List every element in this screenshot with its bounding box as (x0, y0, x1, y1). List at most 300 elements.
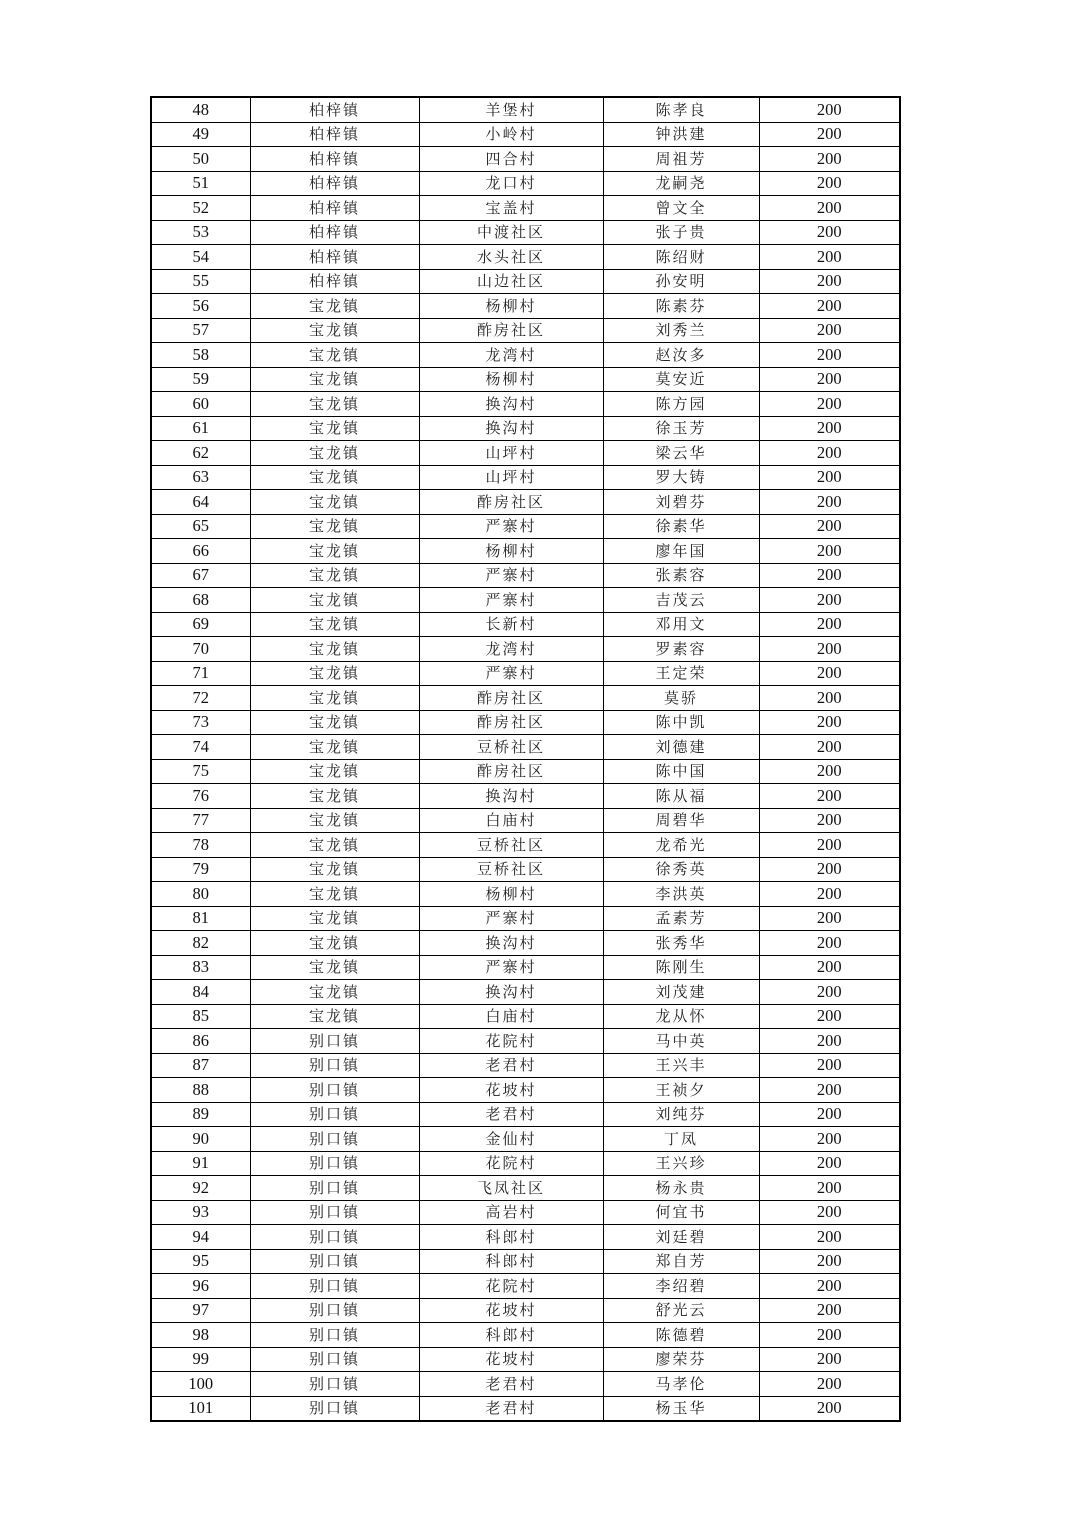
table-row (151, 147, 900, 172)
town-cell: 柏梓镇 (250, 122, 419, 147)
person-name-cell: 刘碧芬 (603, 490, 759, 515)
row-number-cell: 99 (151, 1347, 250, 1372)
amount-cell: 200 (759, 735, 900, 760)
village-cell: 杨柳村 (419, 367, 603, 392)
town-cell: 别口镇 (250, 1078, 419, 1103)
amount-cell: 200 (759, 906, 900, 931)
amount-cell: 200 (759, 588, 900, 613)
village-cell: 中渡社区 (419, 220, 603, 245)
row-number-cell: 62 (151, 441, 250, 466)
amount-cell: 200 (759, 1274, 900, 1299)
amount-cell: 200 (759, 490, 900, 515)
village-cell: 杨柳村 (419, 539, 603, 564)
person-name-cell: 李洪英 (603, 882, 759, 907)
row-number-cell: 83 (151, 955, 250, 980)
amount-cell: 200 (759, 1249, 900, 1274)
row-number-cell: 92 (151, 1176, 250, 1201)
table-row (151, 122, 900, 147)
town-cell: 柏梓镇 (250, 147, 419, 172)
row-number-cell: 61 (151, 416, 250, 441)
person-name-cell: 舒光云 (603, 1298, 759, 1323)
row-number-cell: 85 (151, 1004, 250, 1029)
row-number-cell: 49 (151, 122, 250, 147)
table-row (151, 882, 900, 907)
village-cell: 飞凤社区 (419, 1176, 603, 1201)
person-name-cell: 王祯夕 (603, 1078, 759, 1103)
table-row (151, 1372, 900, 1397)
town-cell: 宝龙镇 (250, 833, 419, 858)
village-cell: 豆桥社区 (419, 735, 603, 760)
person-name-cell: 邓用文 (603, 612, 759, 637)
person-name-cell: 丁凤 (603, 1127, 759, 1152)
person-name-cell: 杨玉华 (603, 1396, 759, 1421)
row-number-cell: 72 (151, 686, 250, 711)
person-name-cell: 廖年国 (603, 539, 759, 564)
town-cell: 别口镇 (250, 1225, 419, 1250)
person-name-cell: 莫骄 (603, 686, 759, 711)
table-row (151, 220, 900, 245)
person-name-cell: 刘秀兰 (603, 318, 759, 343)
town-cell: 宝龙镇 (250, 906, 419, 931)
person-name-cell: 廖荣芬 (603, 1347, 759, 1372)
row-number-cell: 90 (151, 1127, 250, 1152)
town-cell: 宝龙镇 (250, 931, 419, 956)
amount-cell: 200 (759, 1078, 900, 1103)
person-name-cell: 赵汝多 (603, 343, 759, 368)
table-row (151, 245, 900, 270)
person-name-cell: 陈中凯 (603, 710, 759, 735)
row-number-cell: 77 (151, 808, 250, 833)
table-row (151, 710, 900, 735)
town-cell: 别口镇 (250, 1200, 419, 1225)
village-cell: 豆桥社区 (419, 833, 603, 858)
row-number-cell: 76 (151, 784, 250, 809)
row-number-cell: 67 (151, 563, 250, 588)
town-cell: 别口镇 (250, 1102, 419, 1127)
village-cell: 科郎村 (419, 1225, 603, 1250)
town-cell: 柏梓镇 (250, 196, 419, 221)
town-cell: 宝龙镇 (250, 465, 419, 490)
table-row (151, 269, 900, 294)
town-cell: 别口镇 (250, 1249, 419, 1274)
town-cell: 宝龙镇 (250, 759, 419, 784)
village-cell: 老君村 (419, 1372, 603, 1397)
person-name-cell: 陈从福 (603, 784, 759, 809)
village-cell: 严寨村 (419, 563, 603, 588)
table-row (151, 1249, 900, 1274)
village-cell: 白庙村 (419, 808, 603, 833)
village-cell: 科郎村 (419, 1249, 603, 1274)
table-row (151, 784, 900, 809)
row-number-cell: 48 (151, 97, 250, 122)
row-number-cell: 82 (151, 931, 250, 956)
village-cell: 严寨村 (419, 906, 603, 931)
village-cell: 花院村 (419, 1029, 603, 1054)
person-name-cell: 杨永贵 (603, 1176, 759, 1201)
row-number-cell: 93 (151, 1200, 250, 1225)
town-cell: 柏梓镇 (250, 220, 419, 245)
town-cell: 别口镇 (250, 1151, 419, 1176)
row-number-cell: 89 (151, 1102, 250, 1127)
village-cell: 山坪村 (419, 441, 603, 466)
village-cell: 杨柳村 (419, 294, 603, 319)
row-number-cell: 74 (151, 735, 250, 760)
town-cell: 别口镇 (250, 1323, 419, 1348)
village-cell: 老君村 (419, 1396, 603, 1421)
village-cell: 四合村 (419, 147, 603, 172)
amount-cell: 200 (759, 1396, 900, 1421)
town-cell: 宝龙镇 (250, 367, 419, 392)
village-cell: 酢房社区 (419, 710, 603, 735)
village-cell: 换沟村 (419, 784, 603, 809)
person-name-cell: 吉茂云 (603, 588, 759, 613)
town-cell: 宝龙镇 (250, 588, 419, 613)
town-cell: 别口镇 (250, 1372, 419, 1397)
amount-cell: 200 (759, 220, 900, 245)
amount-cell: 200 (759, 343, 900, 368)
row-number-cell: 63 (151, 465, 250, 490)
amount-cell: 200 (759, 171, 900, 196)
person-name-cell: 陈绍财 (603, 245, 759, 270)
town-cell: 宝龙镇 (250, 980, 419, 1005)
village-cell: 酢房社区 (419, 490, 603, 515)
amount-cell: 200 (759, 784, 900, 809)
amount-cell: 200 (759, 1053, 900, 1078)
table-row (151, 857, 900, 882)
amount-cell: 200 (759, 686, 900, 711)
amount-cell: 200 (759, 1029, 900, 1054)
amount-cell: 200 (759, 612, 900, 637)
village-cell: 宝盖村 (419, 196, 603, 221)
person-name-cell: 陈方园 (603, 392, 759, 417)
row-number-cell: 84 (151, 980, 250, 1005)
town-cell: 宝龙镇 (250, 955, 419, 980)
amount-cell: 200 (759, 122, 900, 147)
amount-cell: 200 (759, 1127, 900, 1152)
amount-cell: 200 (759, 1298, 900, 1323)
person-name-cell: 刘德建 (603, 735, 759, 760)
amount-cell: 200 (759, 1176, 900, 1201)
amount-cell: 200 (759, 1151, 900, 1176)
row-number-cell: 80 (151, 882, 250, 907)
village-cell: 科郎村 (419, 1323, 603, 1348)
town-cell: 别口镇 (250, 1029, 419, 1054)
roster-table-body (151, 97, 900, 1421)
table-row (151, 392, 900, 417)
person-name-cell: 周祖芳 (603, 147, 759, 172)
row-number-cell: 52 (151, 196, 250, 221)
village-cell: 长新村 (419, 612, 603, 637)
village-cell: 龙口村 (419, 171, 603, 196)
person-name-cell: 王定荣 (603, 661, 759, 686)
row-number-cell: 56 (151, 294, 250, 319)
amount-cell: 200 (759, 196, 900, 221)
amount-cell: 200 (759, 1200, 900, 1225)
amount-cell: 200 (759, 563, 900, 588)
amount-cell: 200 (759, 1323, 900, 1348)
town-cell: 别口镇 (250, 1176, 419, 1201)
person-name-cell: 陈刚生 (603, 955, 759, 980)
village-cell: 花院村 (419, 1151, 603, 1176)
person-name-cell: 王兴珍 (603, 1151, 759, 1176)
row-number-cell: 88 (151, 1078, 250, 1103)
table-row (151, 416, 900, 441)
person-name-cell: 钟洪建 (603, 122, 759, 147)
table-row (151, 1078, 900, 1103)
row-number-cell: 75 (151, 759, 250, 784)
table-row (151, 97, 900, 122)
person-name-cell: 张素容 (603, 563, 759, 588)
person-name-cell: 张子贵 (603, 220, 759, 245)
amount-cell: 200 (759, 147, 900, 172)
person-name-cell: 徐秀英 (603, 857, 759, 882)
village-cell: 换沟村 (419, 416, 603, 441)
table-row (151, 931, 900, 956)
person-name-cell: 刘纯芬 (603, 1102, 759, 1127)
table-row (151, 1347, 900, 1372)
table-row (151, 1298, 900, 1323)
town-cell: 宝龙镇 (250, 318, 419, 343)
amount-cell: 200 (759, 392, 900, 417)
village-cell: 花坡村 (419, 1298, 603, 1323)
table-row (151, 735, 900, 760)
row-number-cell: 51 (151, 171, 250, 196)
row-number-cell: 50 (151, 147, 250, 172)
amount-cell: 200 (759, 318, 900, 343)
village-cell: 水头社区 (419, 245, 603, 270)
amount-cell: 200 (759, 931, 900, 956)
town-cell: 别口镇 (250, 1274, 419, 1299)
town-cell: 宝龙镇 (250, 710, 419, 735)
row-number-cell: 55 (151, 269, 250, 294)
person-name-cell: 张秀华 (603, 931, 759, 956)
town-cell: 宝龙镇 (250, 343, 419, 368)
row-number-cell: 94 (151, 1225, 250, 1250)
roster-table-container (150, 96, 899, 1422)
person-name-cell: 马中英 (603, 1029, 759, 1054)
row-number-cell: 98 (151, 1323, 250, 1348)
amount-cell: 200 (759, 441, 900, 466)
amount-cell: 200 (759, 1004, 900, 1029)
row-number-cell: 87 (151, 1053, 250, 1078)
table-row (151, 686, 900, 711)
person-name-cell: 周碧华 (603, 808, 759, 833)
town-cell: 宝龙镇 (250, 392, 419, 417)
person-name-cell: 陈孝良 (603, 97, 759, 122)
village-cell: 换沟村 (419, 980, 603, 1005)
town-cell: 宝龙镇 (250, 882, 419, 907)
amount-cell: 200 (759, 1372, 900, 1397)
table-row (151, 1396, 900, 1421)
amount-cell: 200 (759, 245, 900, 270)
village-cell: 酢房社区 (419, 318, 603, 343)
town-cell: 宝龙镇 (250, 784, 419, 809)
village-cell: 老君村 (419, 1102, 603, 1127)
town-cell: 柏梓镇 (250, 97, 419, 122)
row-number-cell: 70 (151, 637, 250, 662)
row-number-cell: 101 (151, 1396, 250, 1421)
amount-cell: 200 (759, 955, 900, 980)
table-row (151, 367, 900, 392)
village-cell: 花院村 (419, 1274, 603, 1299)
town-cell: 宝龙镇 (250, 857, 419, 882)
person-name-cell: 郑自芳 (603, 1249, 759, 1274)
village-cell: 严寨村 (419, 588, 603, 613)
person-name-cell: 孙安明 (603, 269, 759, 294)
row-number-cell: 57 (151, 318, 250, 343)
amount-cell: 200 (759, 661, 900, 686)
village-cell: 龙湾村 (419, 343, 603, 368)
table-row (151, 343, 900, 368)
table-row (151, 1176, 900, 1201)
amount-cell: 200 (759, 980, 900, 1005)
village-cell: 山坪村 (419, 465, 603, 490)
town-cell: 宝龙镇 (250, 686, 419, 711)
person-name-cell: 龙从怀 (603, 1004, 759, 1029)
table-row (151, 294, 900, 319)
person-name-cell: 龙嗣尧 (603, 171, 759, 196)
table-row (151, 1274, 900, 1299)
table-row (151, 955, 900, 980)
town-cell: 宝龙镇 (250, 661, 419, 686)
village-cell: 酢房社区 (419, 686, 603, 711)
town-cell: 柏梓镇 (250, 171, 419, 196)
village-cell: 龙湾村 (419, 637, 603, 662)
table-row (151, 1151, 900, 1176)
table-row (151, 441, 900, 466)
amount-cell: 200 (759, 367, 900, 392)
village-cell: 羊堡村 (419, 97, 603, 122)
table-row (151, 514, 900, 539)
row-number-cell: 91 (151, 1151, 250, 1176)
town-cell: 别口镇 (250, 1053, 419, 1078)
person-name-cell: 陈素芬 (603, 294, 759, 319)
village-cell: 豆桥社区 (419, 857, 603, 882)
row-number-cell: 97 (151, 1298, 250, 1323)
village-cell: 花坡村 (419, 1347, 603, 1372)
town-cell: 宝龙镇 (250, 441, 419, 466)
table-row (151, 318, 900, 343)
table-row (151, 612, 900, 637)
row-number-cell: 53 (151, 220, 250, 245)
table-row (151, 833, 900, 858)
table-row (151, 906, 900, 931)
row-number-cell: 96 (151, 1274, 250, 1299)
town-cell: 宝龙镇 (250, 416, 419, 441)
table-row (151, 539, 900, 564)
town-cell: 别口镇 (250, 1396, 419, 1421)
person-name-cell: 刘茂建 (603, 980, 759, 1005)
row-number-cell: 95 (151, 1249, 250, 1274)
amount-cell: 200 (759, 294, 900, 319)
town-cell: 宝龙镇 (250, 808, 419, 833)
table-row (151, 490, 900, 515)
person-name-cell: 徐玉芳 (603, 416, 759, 441)
amount-cell: 200 (759, 710, 900, 735)
amount-cell: 200 (759, 808, 900, 833)
town-cell: 宝龙镇 (250, 294, 419, 319)
village-cell: 酢房社区 (419, 759, 603, 784)
table-row (151, 1225, 900, 1250)
person-name-cell: 陈中国 (603, 759, 759, 784)
table-row (151, 1029, 900, 1054)
town-cell: 柏梓镇 (250, 245, 419, 270)
village-cell: 严寨村 (419, 955, 603, 980)
village-cell: 严寨村 (419, 514, 603, 539)
village-cell: 换沟村 (419, 392, 603, 417)
amount-cell: 200 (759, 514, 900, 539)
town-cell: 宝龙镇 (250, 637, 419, 662)
roster-table (150, 96, 901, 1422)
amount-cell: 200 (759, 833, 900, 858)
amount-cell: 200 (759, 269, 900, 294)
town-cell: 宝龙镇 (250, 539, 419, 564)
table-row (151, 1053, 900, 1078)
town-cell: 柏梓镇 (250, 269, 419, 294)
town-cell: 宝龙镇 (250, 612, 419, 637)
row-number-cell: 66 (151, 539, 250, 564)
person-name-cell: 何宜书 (603, 1200, 759, 1225)
town-cell: 宝龙镇 (250, 735, 419, 760)
table-row (151, 588, 900, 613)
person-name-cell: 曾文全 (603, 196, 759, 221)
row-number-cell: 81 (151, 906, 250, 931)
table-row (151, 980, 900, 1005)
person-name-cell: 马孝伦 (603, 1372, 759, 1397)
person-name-cell: 王兴丰 (603, 1053, 759, 1078)
table-row (151, 759, 900, 784)
amount-cell: 200 (759, 1102, 900, 1127)
amount-cell: 200 (759, 465, 900, 490)
town-cell: 别口镇 (250, 1347, 419, 1372)
person-name-cell: 龙希光 (603, 833, 759, 858)
amount-cell: 200 (759, 1225, 900, 1250)
person-name-cell: 徐素华 (603, 514, 759, 539)
table-row (151, 1200, 900, 1225)
row-number-cell: 58 (151, 343, 250, 368)
person-name-cell: 罗大铸 (603, 465, 759, 490)
village-cell: 高岩村 (419, 1200, 603, 1225)
amount-cell: 200 (759, 882, 900, 907)
row-number-cell: 65 (151, 514, 250, 539)
row-number-cell: 79 (151, 857, 250, 882)
village-cell: 白庙村 (419, 1004, 603, 1029)
row-number-cell: 60 (151, 392, 250, 417)
table-row (151, 465, 900, 490)
person-name-cell: 李绍碧 (603, 1274, 759, 1299)
person-name-cell: 罗素容 (603, 637, 759, 662)
row-number-cell: 59 (151, 367, 250, 392)
table-row (151, 1102, 900, 1127)
table-row (151, 637, 900, 662)
row-number-cell: 78 (151, 833, 250, 858)
table-row (151, 661, 900, 686)
amount-cell: 200 (759, 857, 900, 882)
person-name-cell: 陈德碧 (603, 1323, 759, 1348)
table-row (151, 171, 900, 196)
amount-cell: 200 (759, 759, 900, 784)
amount-cell: 200 (759, 416, 900, 441)
row-number-cell: 100 (151, 1372, 250, 1397)
person-name-cell: 孟素芳 (603, 906, 759, 931)
amount-cell: 200 (759, 637, 900, 662)
table-row (151, 196, 900, 221)
row-number-cell: 86 (151, 1029, 250, 1054)
town-cell: 宝龙镇 (250, 490, 419, 515)
town-cell: 宝龙镇 (250, 1004, 419, 1029)
table-row (151, 1323, 900, 1348)
table-row (151, 563, 900, 588)
